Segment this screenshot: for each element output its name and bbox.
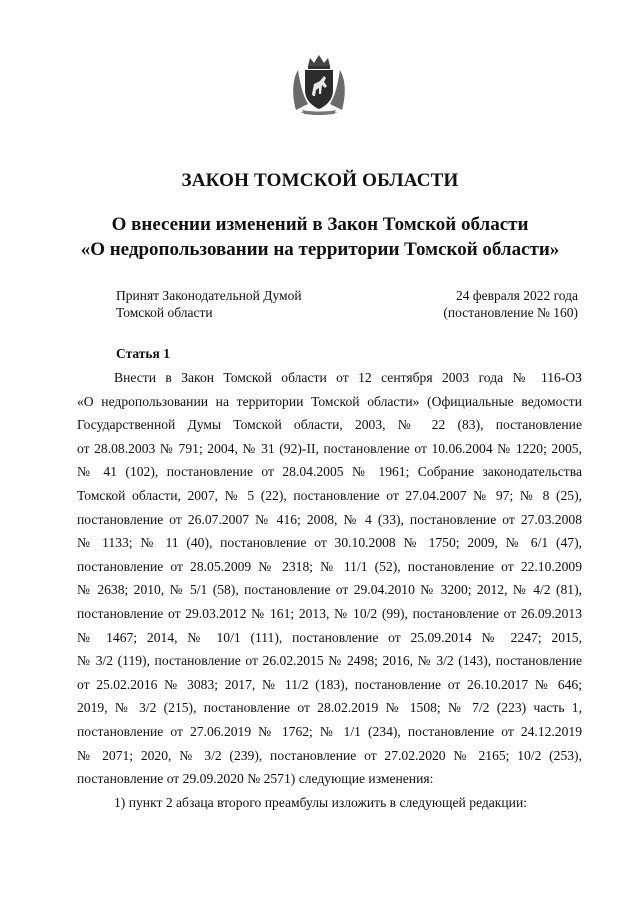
- adoption-authority-line: Томской области: [116, 305, 213, 320]
- subtitle-line: «О недропользовании на территории Томской области»: [80, 239, 560, 260]
- paragraph-line: от 25.02.2016 № 3083; 2017, № 11/2 (183), постановление от 26.10.2017 № 646;: [77, 676, 582, 692]
- coat-of-arms-icon: [290, 52, 348, 118]
- paragraph-line: постановление от 26.07.2007 № 416; 2008, № 4 (33), постановление от 27.03.2008: [77, 511, 582, 527]
- paragraph-line: постановление от 29.03.2012 № 161; 2013, № 10/2 (99), постановление от 26.09.2013: [77, 605, 582, 621]
- paragraph-line: № 41 (102), постановление от 28.04.2005 № 1961; Собрание законодательства: [77, 464, 582, 480]
- paragraph-line: постановление от 27.06.2019 № 1762; № 1/1 (234), постановление от 24.12.2019: [77, 723, 582, 739]
- paragraph-line: Государственной Думы Томской области, 2003, № 22 (83), постановление: [77, 417, 582, 433]
- paragraph-line: № 2638; 2010, № 5/1 (58), постановление от 29.04.2010 № 3200; 2012, № 4/2 (81),: [77, 582, 582, 598]
- paragraph-line: № 1133; № 11 (40), постановление от 30.10.2008 № 1750; 2009, № 6/1 (47),: [77, 535, 582, 551]
- article-heading: Статья 1: [116, 346, 170, 361]
- paragraph-line: № 3/2 (119), постановление от 26.02.2015 № 2498; 2016, № 3/2 (143), постановление: [77, 653, 582, 669]
- adoption-authority: [116, 287, 302, 321]
- adoption-date: [443, 287, 578, 321]
- paragraph-line: постановление от 28.05.2009 № 2318; № 11/1 (52), постановление от 22.10.2009: [77, 558, 582, 574]
- paragraph-line: 2019, № 3/2 (215), постановление от 28.02.2019 № 1508; № 7/2 (223) часть 1,: [77, 700, 582, 716]
- paragraph-line: от 28.08.2003 № 791; 2004, № 31 (92)-II, постановление от 10.06.2004 № 1220; 2005,: [77, 440, 582, 456]
- adoption-resolution-line: (постановление № 160): [443, 305, 578, 320]
- law-title: ЗАКОН ТОМСКОЙ ОБЛАСТИ: [181, 170, 459, 191]
- article-body: [77, 366, 582, 814]
- paragraph-line: № 1467; 2014, № 10/1 (111), постановление от 25.09.2014 № 2247; 2015,: [77, 629, 582, 645]
- list-item: 1) пункт 2 абзаца второго преамбулы изложить в следующей редакции:: [114, 794, 528, 810]
- adoption-date-line: 24 февраля 2022 года: [456, 288, 578, 303]
- paragraph-line: постановление от 29.09.2020 № 2571) следующие изменения:: [77, 771, 434, 787]
- paragraph-line: «О недропользовании на территории Томской области» (Официальные ведомости: [77, 393, 582, 409]
- paragraph-line: № 2071; 2020, № 3/2 (239), постановление от 27.02.2020 № 2165; 10/2 (253),: [77, 747, 582, 763]
- paragraph-line: Внести в Закон Томской области от 12 сентября 2003 года № 116-ОЗ: [114, 370, 582, 385]
- adoption-authority-line: Принят Законодательной Думой: [116, 288, 302, 303]
- subtitle-line: О внесении изменений в Закон Томской области: [111, 214, 529, 235]
- paragraph-line: Томской области, 2007, № 5 (22), постановление от 27.04.2007 № 97; № 8 (25),: [77, 487, 582, 503]
- law-subtitle: [0, 212, 640, 262]
